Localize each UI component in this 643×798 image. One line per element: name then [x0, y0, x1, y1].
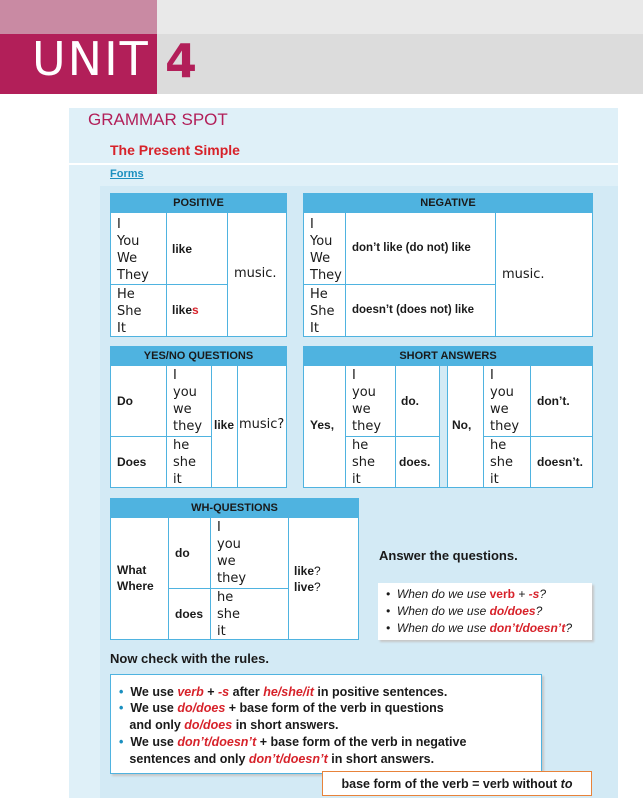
yesno-header: YES/NO QUESTIONS: [111, 347, 286, 366]
unit-word: UNIT: [32, 32, 150, 86]
wh-header: WH-QUESTIONS: [111, 499, 358, 518]
negative-pronouns-2: He She It: [304, 285, 346, 336]
positive-verb-2: likes: [167, 285, 228, 336]
wh-pronouns-1: I you we they: [211, 518, 289, 589]
wh-aux-2: does: [169, 589, 211, 639]
yesno-aux-2: Does: [111, 437, 167, 487]
positive-verb-1: like: [167, 213, 228, 285]
section-title: The Present Simple: [110, 142, 240, 158]
wh-questions-table: [110, 498, 359, 640]
check-heading: Now check with the rules.: [110, 651, 269, 666]
short-no-aux-2: doesn’t.: [537, 455, 584, 469]
rules-box: [110, 674, 542, 774]
question-2: • When do we use do/does?: [386, 604, 543, 618]
unit-number: 4: [165, 34, 198, 88]
yesno-pronouns-2: he she it: [167, 437, 212, 487]
wh-aux-1: do: [169, 518, 211, 589]
short-yes: Yes,: [304, 366, 346, 487]
rule-3: • We use don’t/doesn’t + base form of the verb in negative sentences and only don’t/doesn’t in short answers.: [119, 735, 467, 766]
negative-pronouns-1: I You We They: [304, 213, 346, 285]
question-1: • When do we use verb + -s?: [386, 587, 546, 601]
negative-header: NEGATIVE: [304, 194, 592, 213]
grammar-spot-title: GRAMMAR SPOT: [88, 110, 228, 129]
negative-object: music.: [502, 267, 545, 282]
answer-heading: Answer the questions.: [379, 548, 518, 563]
wh-verbs: like? live?: [294, 564, 321, 594]
yesno-pronouns-1: I you we they: [167, 366, 212, 437]
positive-object: music.: [234, 266, 277, 281]
forms-label: Forms: [110, 168, 144, 180]
short-answers-table: [303, 346, 593, 488]
yesno-table: [110, 346, 287, 488]
yesno-object: music?: [239, 417, 285, 432]
short-answers-header: SHORT ANSWERS: [304, 347, 592, 366]
wh-pronouns-2: he she it: [211, 589, 289, 639]
short-no: No,: [448, 366, 484, 487]
short-yes-aux-1: do.: [396, 366, 440, 437]
base-form-note: base form of the verb = verb without to: [322, 771, 592, 796]
positive-pronouns-1: I You We They: [111, 213, 167, 285]
rule-1: • We use verb + -s after he/she/it in positive sentences.: [119, 685, 448, 699]
yesno-verb: like: [212, 366, 238, 487]
negative-verb-1: don’t like (do not) like: [346, 213, 496, 285]
short-no-pronouns-1: I you we they: [484, 366, 531, 437]
short-yes-pronouns-1: I you we they: [346, 366, 396, 437]
negative-table: [303, 193, 593, 337]
questions-box: [378, 583, 592, 640]
short-yes-aux-2: does.: [396, 437, 440, 487]
wh-words: What Where: [111, 518, 169, 639]
question-3: • When do we use don’t/doesn’t?: [386, 621, 573, 635]
positive-table: [110, 193, 287, 337]
short-yes-pronouns-2: he she it: [346, 437, 396, 487]
rule-2: • We use do/does + base form of the verb in questions and only do/does in short answers.: [119, 701, 444, 732]
yesno-aux-1: Do: [111, 366, 167, 437]
negative-verb-2: doesn’t (does not) like: [346, 285, 496, 336]
divider: [69, 163, 618, 165]
positive-pronouns-2: He She It: [111, 285, 167, 336]
short-no-pronouns-2: he she it: [484, 437, 531, 487]
short-no-aux-1: don’t.: [531, 366, 592, 437]
positive-header: POSITIVE: [111, 194, 286, 213]
short-gap: [440, 366, 448, 487]
